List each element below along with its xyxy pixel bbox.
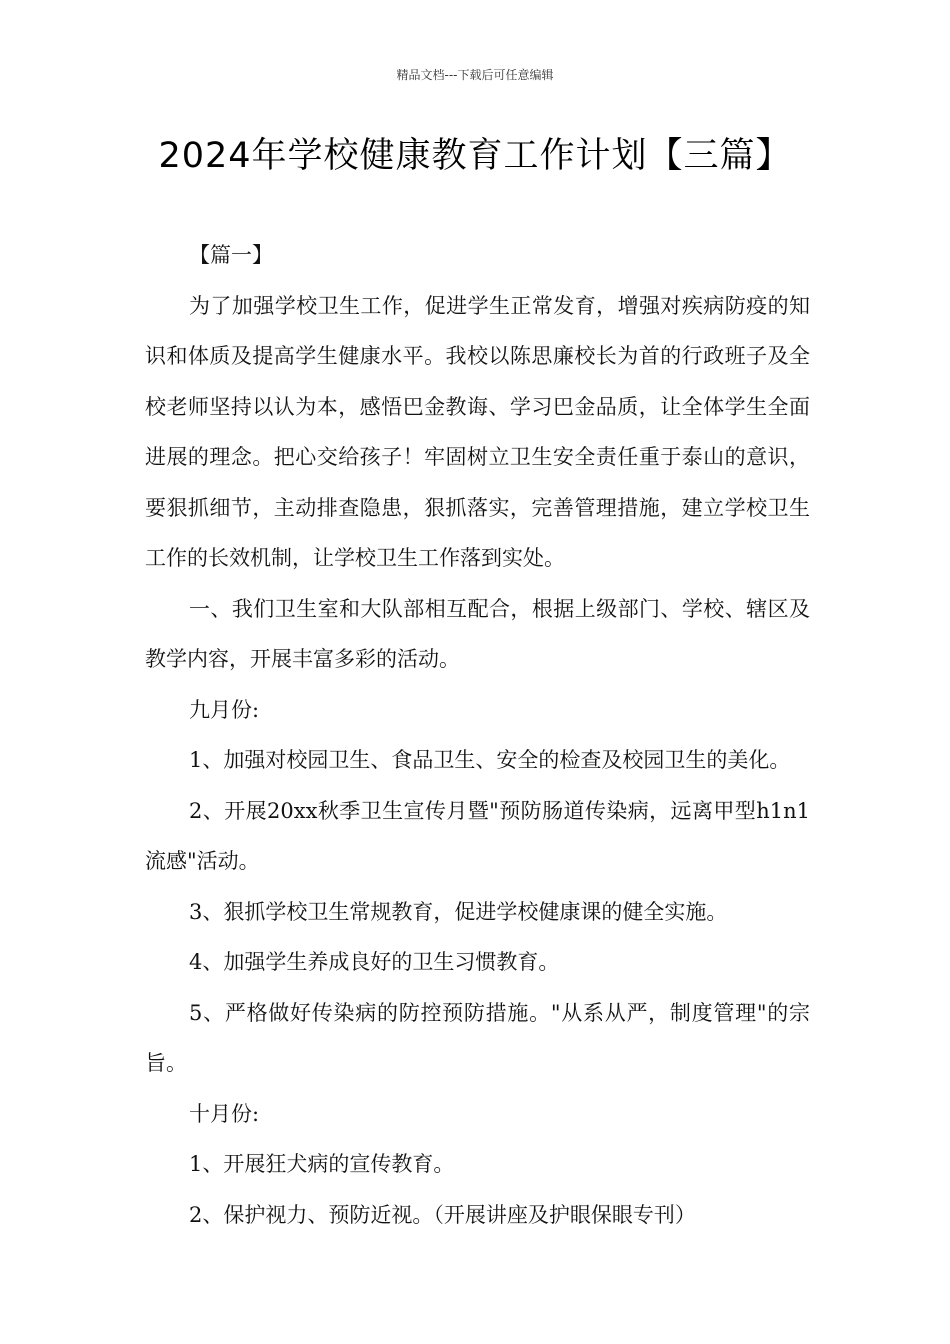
intro-paragraph: 为了加强学校卫生工作，促进学生正常发育，增强对疾病防疫的知识和体质及提高学生健康水平。我校以陈思廉校长为首的行政班子及全校老师坚持以认为本，感悟巴金教诲、学习巴金品质，让全体学生全面进展的理念。把心交给孩子！牢固树立卫生安全责任重于泰山的意识，要狠抓细节，主动排查隐患，狠抓落实，完善管理措施，建立学校卫生工作的长效机制，让学校卫生工作落到实处。 — [145, 293, 810, 570]
september-heading: 九月份: — [189, 697, 260, 722]
list-item: 2、开展20xx秋季卫生宣传月暨"预防肠道传染病，远离甲型h1n1流感"活动。 — [145, 798, 810, 873]
section-label: 【篇一】 — [189, 243, 273, 267]
point-one-paragraph: 一、我们卫生室和大队部相互配合，根据上级部门、学校、辖区及教学内容，开展丰富多彩的活动。 — [145, 596, 810, 671]
list-item: 2、保护视力、预防近视。（开展讲座及护眼保眼专刊） — [189, 1202, 696, 1227]
list-item: 1、加强对校园卫生、食品卫生、安全的检查及校园卫生的美化。 — [189, 748, 791, 772]
october-heading: 十月份: — [189, 1101, 260, 1126]
page-title: 2024年学校健康教育工作计划【三篇】 — [158, 136, 792, 176]
header-note: 精品文档---下载后可任意编辑 — [396, 68, 554, 82]
document-body — [145, 230, 810, 1240]
list-item: 5、严格做好传染病的防控预防措施。"从系从严，制度管理"的宗旨。 — [145, 1000, 810, 1075]
list-item: 3、狠抓学校卫生常规教育，促进学校健康课的健全实施。 — [189, 899, 728, 924]
list-item: 4、加强学生养成良好的卫生习惯教育。 — [189, 950, 560, 974]
list-item: 1、开展狂犬病的宣传教育。 — [189, 1152, 455, 1176]
